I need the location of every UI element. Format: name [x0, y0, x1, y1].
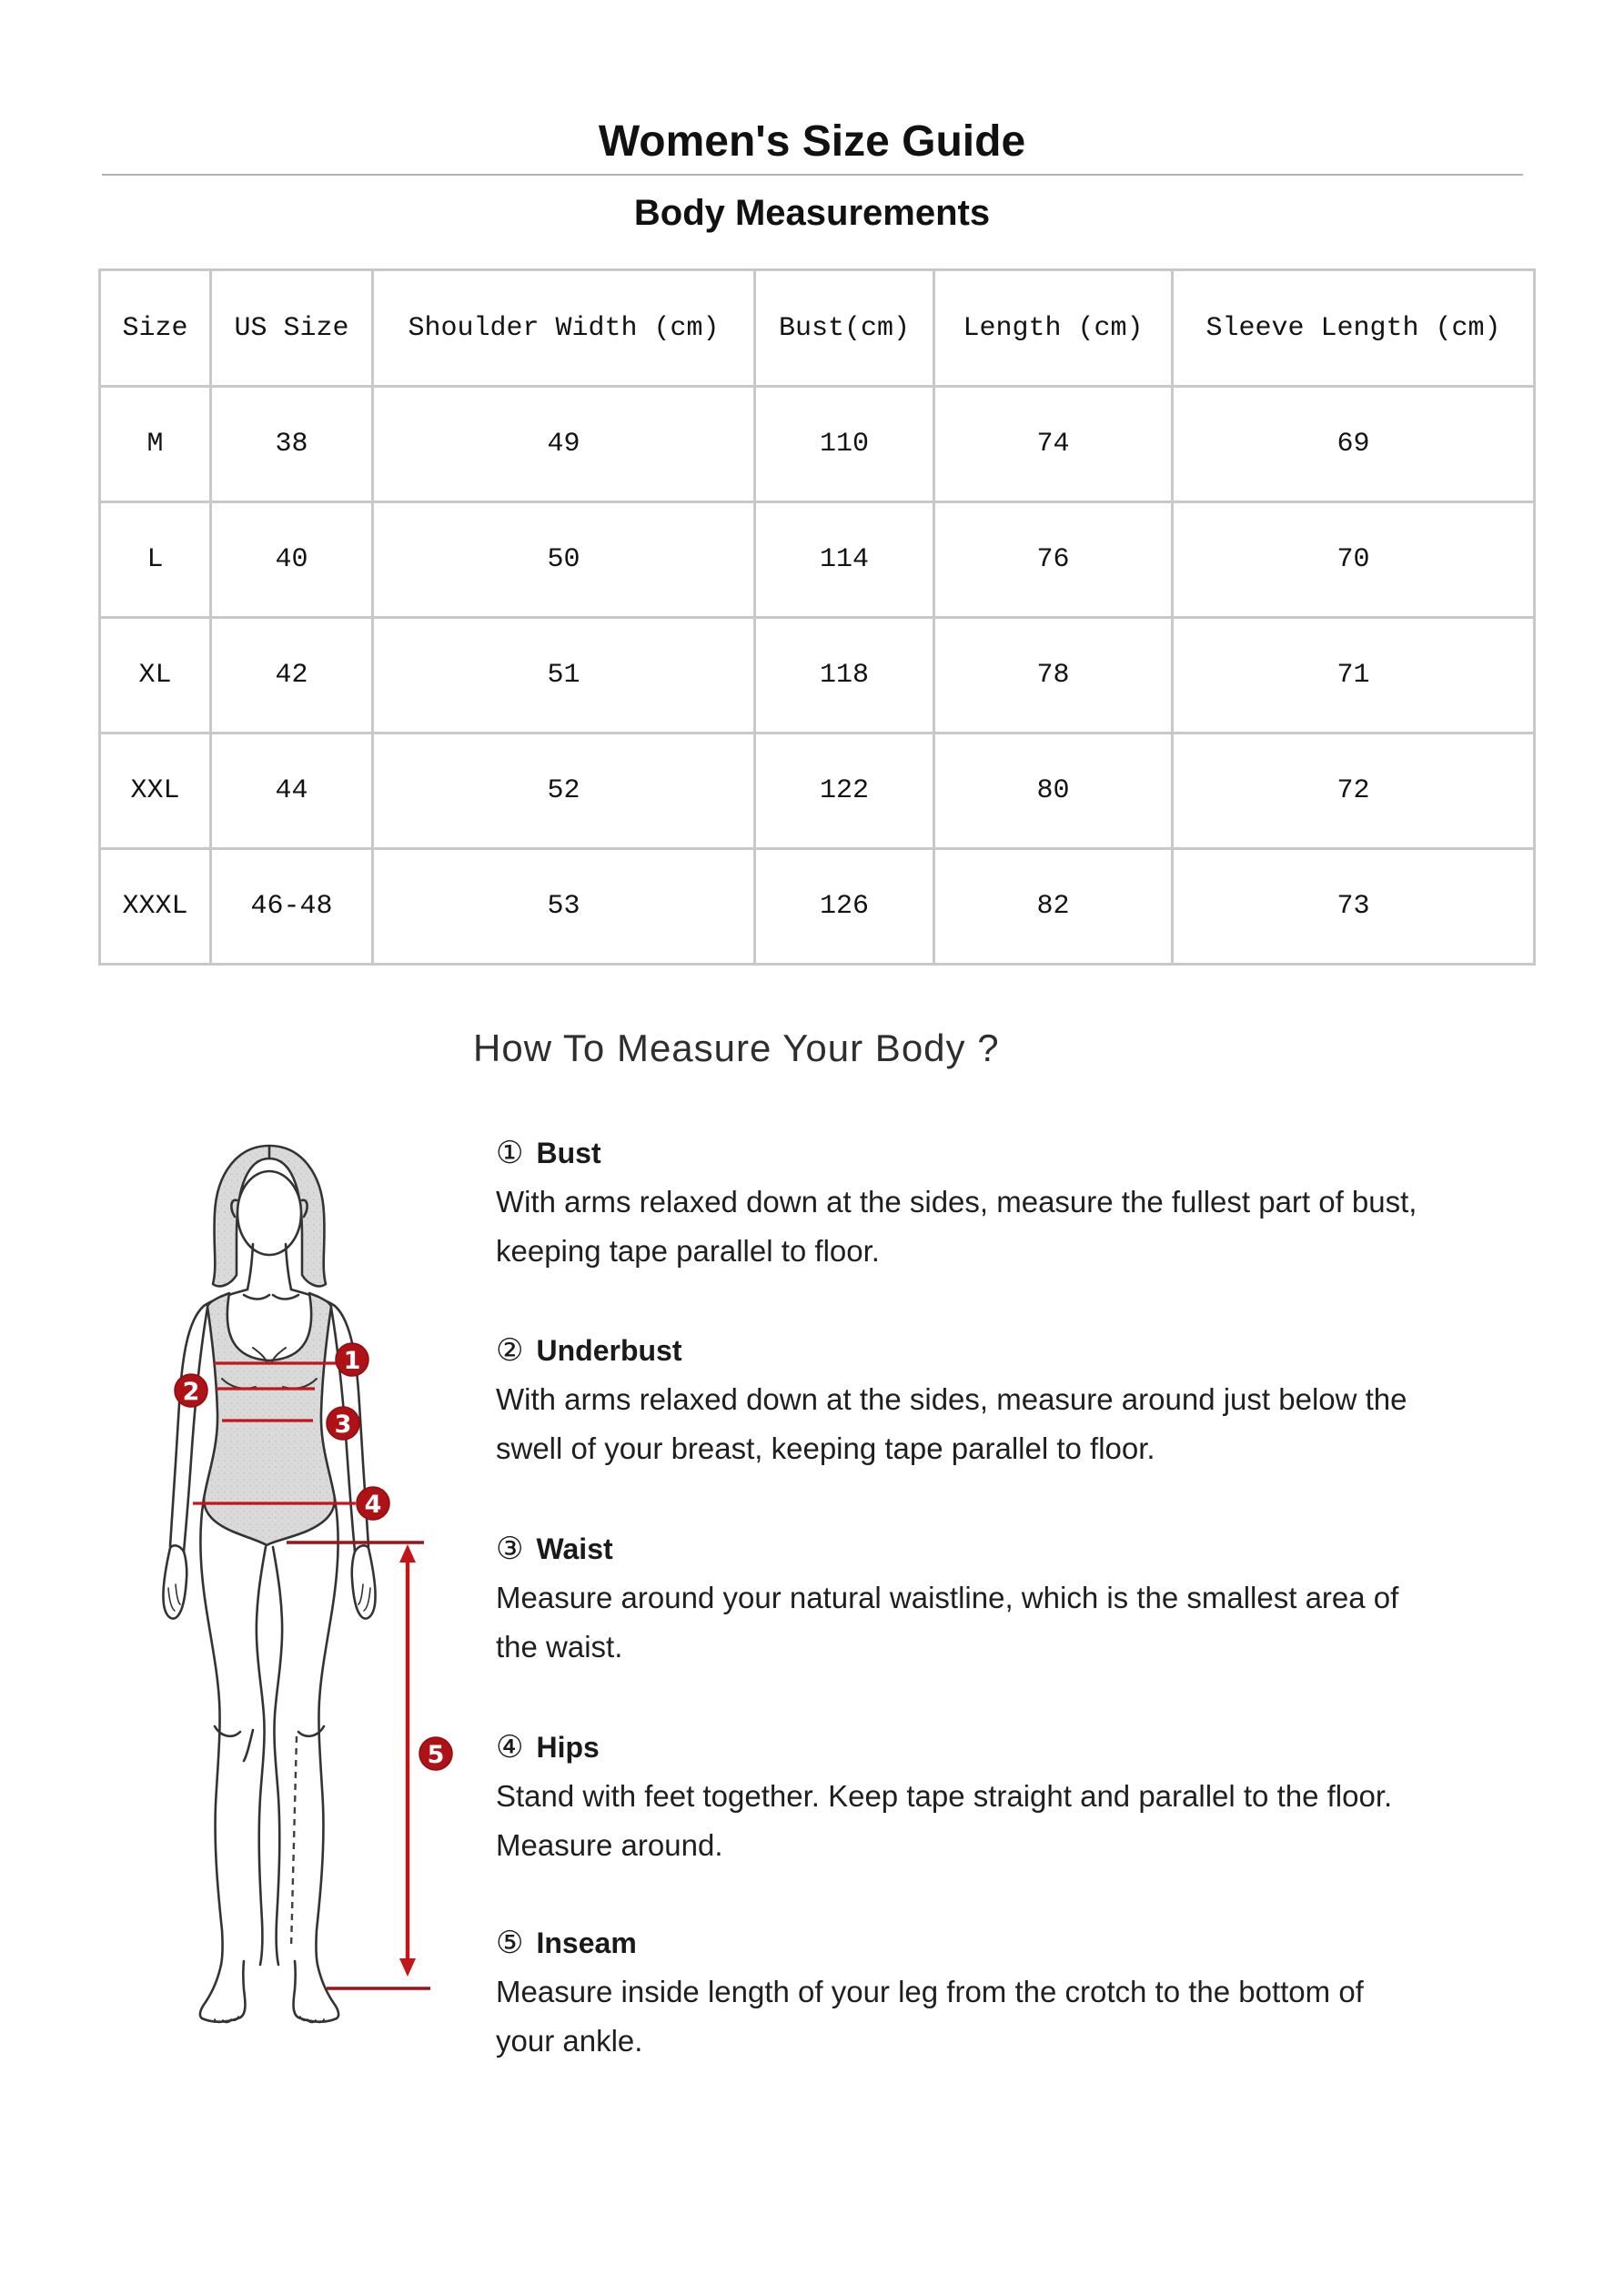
table-cell: L — [100, 502, 211, 618]
table-cell: 118 — [755, 618, 934, 733]
table-cell: 110 — [755, 387, 934, 502]
table-cell: 80 — [934, 733, 1173, 849]
circled-2-icon: ② — [496, 1332, 524, 1369]
section-hips-title: Hips — [536, 1730, 600, 1764]
size-table-body — [100, 387, 1535, 965]
section-inseam-title: Inseam — [536, 1926, 637, 1959]
section-hips-body — [496, 1772, 1597, 1870]
table-cell: 73 — [1173, 849, 1535, 965]
section-waist-body — [496, 1573, 1597, 1672]
table-cell: 74 — [934, 387, 1173, 502]
table-cell: 114 — [755, 502, 934, 618]
header-cell: Shoulder Width (cm) — [373, 270, 755, 387]
text-line: Stand with feet together. Keep tape straight and parallel to the floor. — [496, 1779, 1393, 1813]
text-line: keeping tape parallel to floor. — [496, 1234, 880, 1268]
table-cell: 53 — [373, 849, 755, 965]
section-inseam-heading — [496, 1923, 1597, 1963]
how-to-measure-heading: How To Measure Your Body ? — [473, 1027, 1000, 1069]
badge-bust-number: 1 — [343, 1347, 361, 1375]
text-line: swell of your breast, keeping tape parallel to floor. — [496, 1431, 1155, 1465]
header-cell: US Size — [211, 270, 373, 387]
section-waist-heading — [496, 1529, 1597, 1569]
section-underbust-title: Underbust — [536, 1333, 682, 1367]
neck-left — [247, 1244, 253, 1290]
table-row — [100, 849, 1535, 965]
badge-waist-number: 3 — [334, 1411, 352, 1439]
circled-4-icon: ④ — [496, 1729, 524, 1765]
section-inseam — [496, 1923, 1597, 2066]
table-cell: 42 — [211, 618, 373, 733]
table-cell: 122 — [755, 733, 934, 849]
header-cell: Sleeve Length (cm) — [1173, 270, 1535, 387]
size-table — [98, 268, 1536, 966]
table-header-row — [100, 270, 1535, 387]
table-cell: 40 — [211, 502, 373, 618]
header-cell: Size — [100, 270, 211, 387]
table-cell: XL — [100, 618, 211, 733]
collarbone-right — [273, 1295, 298, 1300]
header-cell: Bust(cm) — [755, 270, 934, 387]
face — [231, 1171, 307, 1300]
text-line: Measure around. — [496, 1828, 723, 1862]
title-divider — [102, 174, 1523, 176]
legs — [200, 1499, 338, 2022]
table-cell: 44 — [211, 733, 373, 849]
badge-hips-number: 4 — [364, 1491, 382, 1519]
section-underbust — [496, 1330, 1597, 1473]
table-cell: XXXL — [100, 849, 211, 965]
arrow-up-icon — [399, 1544, 416, 1563]
table-cell: 69 — [1173, 387, 1535, 502]
section-waist — [496, 1529, 1597, 1672]
table-row — [100, 502, 1535, 618]
neck-right — [286, 1244, 291, 1290]
table-cell: XXL — [100, 733, 211, 849]
right-hand — [352, 1545, 376, 1618]
circled-5-icon: ⑤ — [496, 1925, 524, 1961]
text-line: Measure around your natural waistline, which is the smallest area of — [496, 1581, 1399, 1614]
section-bust-title: Bust — [536, 1136, 601, 1169]
table-cell: 52 — [373, 733, 755, 849]
left-hand — [163, 1545, 187, 1618]
table-cell: 76 — [934, 502, 1173, 618]
circled-1-icon: ① — [496, 1135, 524, 1171]
text-line: the waist. — [496, 1630, 623, 1664]
arrow-down-icon — [399, 1958, 416, 1977]
table-cell: M — [100, 387, 211, 502]
table-cell: 51 — [373, 618, 755, 733]
table-cell: 126 — [755, 849, 934, 965]
section-bust-body — [496, 1178, 1597, 1276]
table-row — [100, 733, 1535, 849]
table-cell: 49 — [373, 387, 755, 502]
right-foot — [294, 1961, 339, 2022]
table-cell: 46-48 — [211, 849, 373, 965]
left-foot — [200, 1961, 246, 2022]
body-measurements-subtitle: Body Measurements — [633, 193, 991, 233]
section-bust — [496, 1133, 1597, 1276]
size-table-head — [100, 270, 1535, 387]
table-cell: 71 — [1173, 618, 1535, 733]
table-cell: 70 — [1173, 502, 1535, 618]
header-cell: Length (cm) — [934, 270, 1173, 387]
section-bust-heading — [496, 1133, 1597, 1173]
table-cell: 78 — [934, 618, 1173, 733]
section-hips — [496, 1727, 1597, 1870]
text-line: With arms relaxed down at the sides, measure around just below the — [496, 1382, 1407, 1416]
table-row — [100, 618, 1535, 733]
section-inseam-body — [496, 1967, 1597, 2066]
badge-inseam-number: 5 — [427, 1741, 445, 1769]
page-title: Women's Size Guide — [598, 117, 1026, 166]
text-line: your ankle. — [496, 2024, 643, 2058]
section-hips-heading — [496, 1727, 1597, 1767]
inseam-dashed-line — [291, 1736, 297, 1948]
circled-3-icon: ③ — [496, 1531, 524, 1567]
text-line: With arms relaxed down at the sides, measure the fullest part of bust, — [496, 1185, 1417, 1219]
table-cell: 50 — [373, 502, 755, 618]
body-figure-svg — [127, 1140, 473, 2032]
table-cell: 38 — [211, 387, 373, 502]
text-line: Measure inside length of your leg from the crotch to the bottom of — [496, 1975, 1364, 2008]
table-row — [100, 387, 1535, 502]
badge-underbust-number: 2 — [182, 1378, 200, 1406]
table-cell: 82 — [934, 849, 1173, 965]
section-waist-title: Waist — [536, 1532, 613, 1565]
table-cell: 72 — [1173, 733, 1535, 849]
section-underbust-heading — [496, 1330, 1597, 1371]
collarbone-left — [244, 1295, 269, 1300]
section-underbust-body — [496, 1375, 1597, 1473]
body-measurement-figure — [127, 1140, 473, 2032]
